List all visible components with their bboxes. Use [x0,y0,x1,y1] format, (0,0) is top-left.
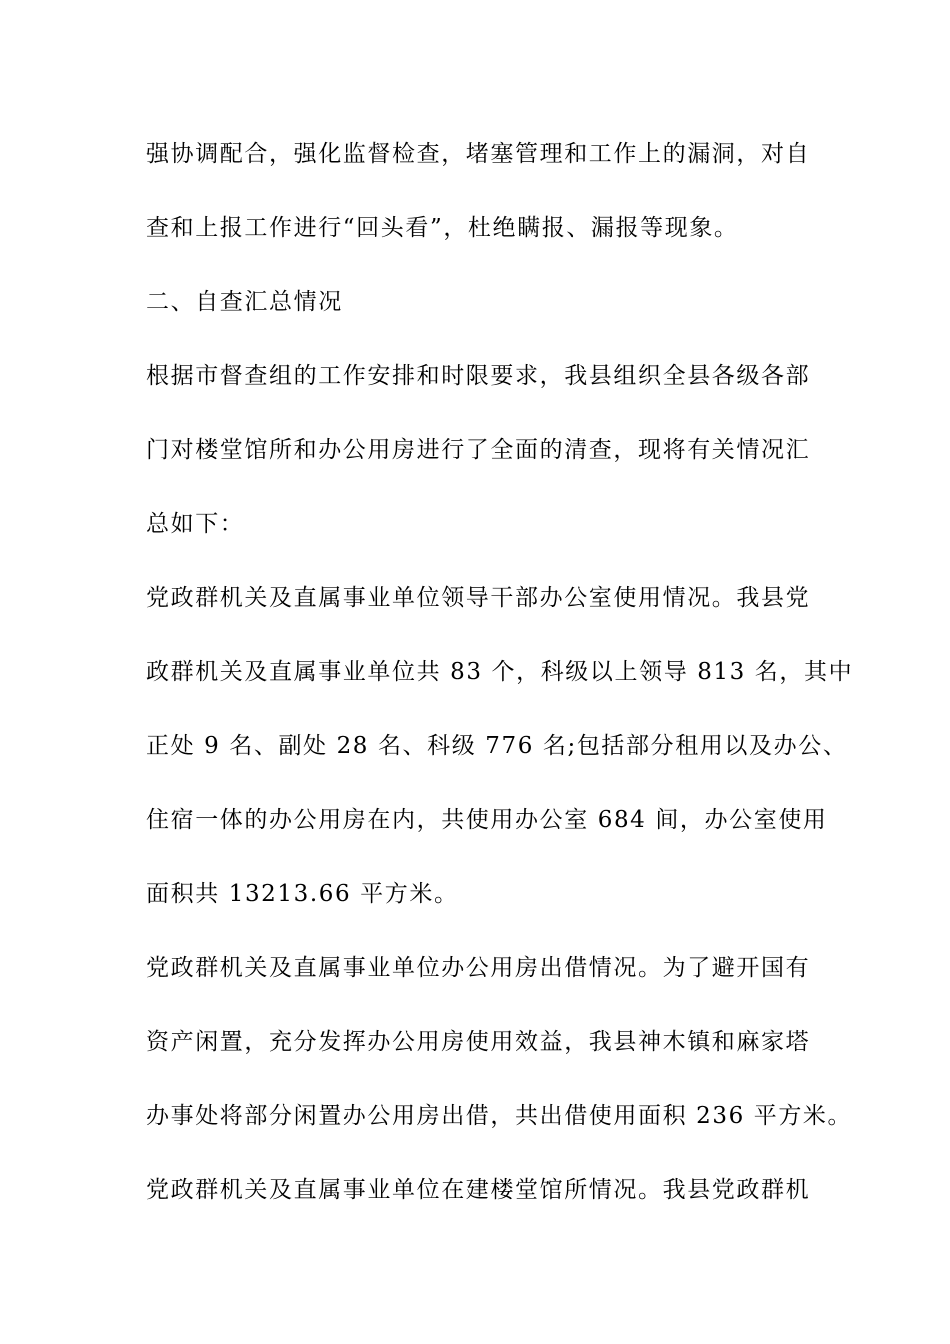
paragraph-line: 资产闲置，充分发挥办公用房使用效益，我县神木镇和麻家塔 [146,1029,811,1055]
paragraph-line: 面积共 13213.66 平方米。 [146,881,459,907]
paragraph-line: 党政群机关及直属事业单位办公用房出借情况。为了避开国有 [146,955,811,981]
paragraph-line: 根据市督查组的工作安排和时限要求，我县组织全县各级各部 [146,363,811,389]
paragraph-line: 正处 9 名、副处 28 名、科级 776 名;包括部分租用以及办公、 [146,733,848,759]
paragraph-line: 总如下： [146,511,245,537]
paragraph-line: 党政群机关及直属事业单位领导干部办公室使用情况。我县党 [146,585,811,611]
paragraph-line: 党政群机关及直属事业单位在建楼堂馆所情况。我县党政群机 [146,1177,811,1203]
paragraph-line: 办事处将部分闲置办公用房出借，共出借使用面积 236 平方米。 [146,1103,853,1129]
paragraph-line: 政群机关及直属事业单位共 83 个，科级以上领导 813 名，其中 [146,659,854,685]
paragraph-line: 住宿一体的办公用房在内，共使用办公室 684 间，办公室使用 [146,807,828,833]
paragraph-line: 查和上报工作进行“回头看”，杜绝瞒报、漏报等现象。 [146,215,739,241]
paragraph-line: 门对楼堂馆所和办公用房进行了全面的清查，现将有关情况汇 [146,437,811,463]
paragraph-line: 强协调配合，强化监督检查，堵塞管理和工作上的漏洞，对自 [146,141,811,167]
section-heading: 二、自查汇总情况 [146,289,343,315]
